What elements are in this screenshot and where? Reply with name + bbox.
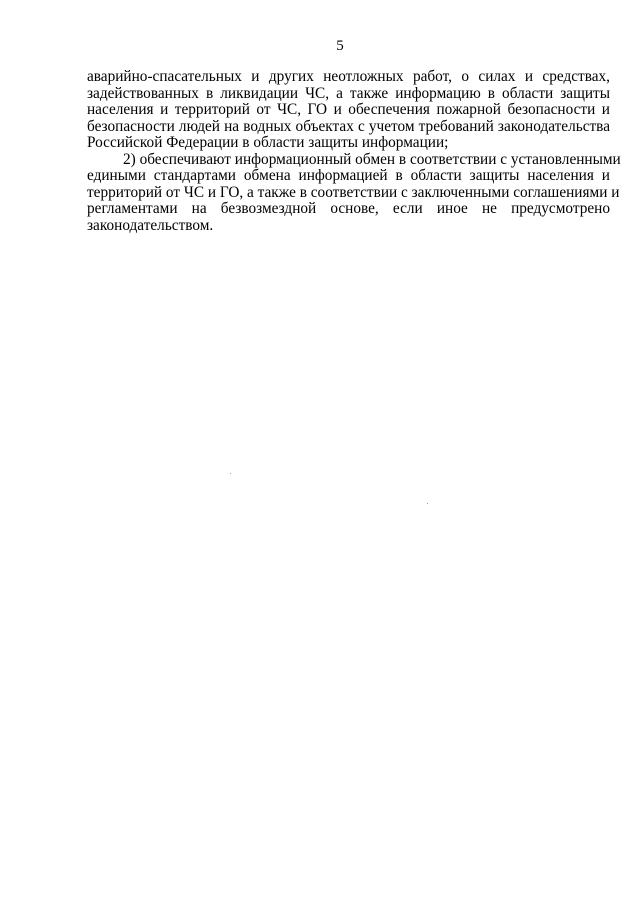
scan-speck [427, 503, 428, 504]
text-line: безопасности людей на водных объектах с учетом требований законодательства [87, 117, 610, 135]
text-line: аварийно-спасательных и других неотложных работ, о силах и средствах, [87, 68, 610, 85]
page-number: 5 [336, 38, 344, 54]
text-line: задействованных в ликвидации ЧС, а также информацию в области защиты [87, 84, 610, 102]
text-line: регламентами на безвозмездной основе, если иное не предусмотрено [87, 200, 610, 217]
text-line: едиными стандартами обмена информацией в области защиты населения и [87, 167, 610, 184]
text-line: 2) обеспечивают информационный обмен в соответствии с установленными [123, 150, 621, 168]
paragraph-item-2 [87, 150, 621, 235]
document-body [87, 68, 621, 234]
scan-speck [230, 473, 231, 474]
paragraph-continuation [87, 69, 610, 152]
text-line: законодательством. [87, 216, 214, 234]
text-line: населения и территорий от ЧС, ГО и обеспечения пожарной безопасности и [87, 101, 610, 118]
text-line: Российской Федерации в области защиты информации; [87, 134, 449, 151]
text-line: территорий от ЧС и ГО, а также в соответствии с заключенными соглашениями и [87, 183, 620, 201]
